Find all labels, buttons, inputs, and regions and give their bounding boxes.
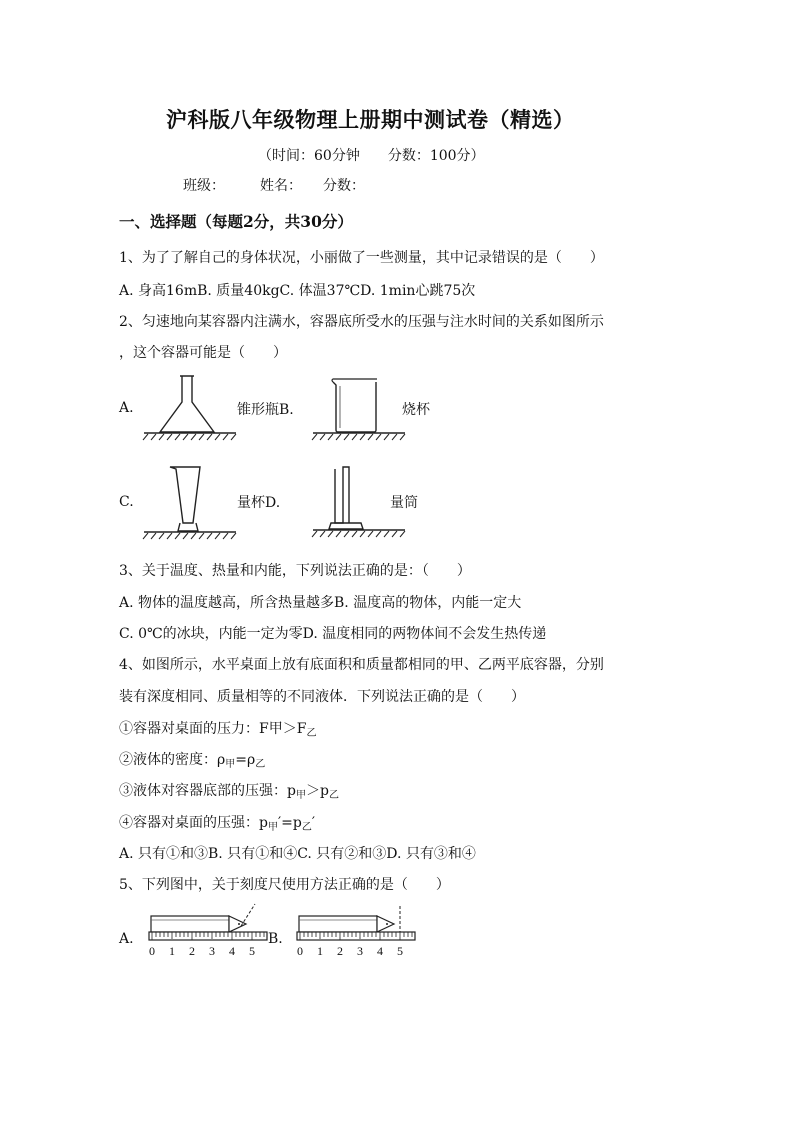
section-heading: 一、选择题（每题2分，共30分） (119, 212, 353, 231)
ruler-b-tick-2: 2 (337, 944, 343, 958)
ruler-a-tick-1: 1 (169, 944, 175, 958)
question-1-options: A. 身高16mB. 质量40kgC. 体温37℃D. 1min心跳75次 (119, 283, 476, 299)
ruler-figure-a (148, 904, 273, 964)
q4-statement-2-mid: =ρ (235, 752, 256, 768)
ruler-a-tick-0: 0 (149, 944, 155, 958)
q2-option-a-name: 锥形瓶B. (237, 402, 294, 418)
question-2-stem-line2: ，这个容器可能是（ ） (119, 345, 287, 361)
ruler-b-tick-5: 5 (397, 944, 403, 958)
question-4-options: A. 只有①和③B. 只有①和④C. 只有②和③D. 只有③和④ (119, 846, 476, 862)
q4-statement-3-mid: ＞p (305, 783, 329, 799)
student-info-line: 班级： 姓名： 分数： (183, 178, 365, 194)
q4-statement-4-sub-a: 甲 (267, 822, 278, 833)
question-2-stem-line1: 2、匀速地向某容器内注满水，容器底所受水的压强与注水时间的关系如图所示 (119, 314, 604, 330)
question-5-stem: 5、下列图中，关于刻度尺使用方法正确的是（ ） (119, 877, 450, 893)
question-3-stem: 3、关于温度、热量和内能，下列说法正确的是：（ ） (119, 563, 471, 579)
beaker-figure (311, 372, 411, 442)
ruler-b-tick-1: 1 (317, 944, 323, 958)
q2-option-c-letter: C. (119, 494, 134, 510)
q4-statement-4-mid: ′=p (277, 815, 302, 831)
measuring-cup-figure (142, 463, 242, 543)
q4-statement-3-sub-b: 乙 (328, 790, 339, 801)
q4-statement-4-text: ④容器对桌面的压强：p (119, 815, 268, 831)
question-4-stem-line2: 装有深度相同、质量相等的不同液体．下列说法正确的是（ ） (119, 689, 525, 705)
q4-statement-2-sub-b: 乙 (255, 759, 266, 770)
question-3-options-line2: C. 0℃的冰块，内能一定为零D. 温度相同的两物体间不会发生热传递 (119, 626, 547, 642)
q4-statement-1-text: ①容器对桌面的压力：F甲＞F (119, 721, 307, 737)
q5-option-a-letter: A. (119, 931, 134, 947)
question-4-stem-line1: 4、如图所示，水平桌面上放有底面积和质量都相同的甲、乙两平底容器，分别 (119, 657, 604, 673)
ruler-b-tick-0: 0 (297, 944, 303, 958)
q4-statement-4-sub-b: 乙 (301, 822, 312, 833)
question-1-stem: 1、为了了解自己的身体状况，小丽做了一些测量，其中记录错误的是（ ） (119, 250, 604, 266)
q4-statement-3-text: ③液体对容器底部的压强：p (119, 783, 296, 799)
q4-statement-1-sub: 乙 (306, 728, 317, 739)
time-score-info: （时间：60分钟 分数：100分） (258, 148, 485, 164)
q4-statement-3-sub-a: 甲 (295, 790, 306, 801)
ruler-a-tick-4: 4 (229, 944, 235, 958)
q2-option-b-name: 烧杯 (402, 402, 430, 418)
q2-option-d-name: 量筒 (390, 495, 418, 511)
q4-statement-4-suffix: ′ (311, 815, 316, 831)
q4-statement-2-sub-a: 甲 (225, 759, 236, 770)
ruler-a-tick-3: 3 (209, 944, 215, 958)
ruler-b-tick-4: 4 (377, 944, 383, 958)
ruler-figure-b (296, 904, 421, 964)
q4-statement-2 (119, 749, 265, 770)
q4-statement-1 (119, 718, 316, 739)
conical-flask-figure (142, 372, 242, 442)
q5-option-b-letter: B. (268, 931, 283, 947)
question-3-options-line1: A. 物体的温度越高，所含热量越多B. 温度高的物体，内能一定大 (119, 595, 522, 611)
ruler-a-tick-5: 5 (249, 944, 255, 958)
q4-statement-2-text: ②液体的密度：ρ (119, 752, 226, 768)
ruler-b-tick-3: 3 (357, 944, 363, 958)
page-title: 沪科版八年级物理上册期中测试卷（精选） (166, 107, 575, 132)
ruler-a-tick-2: 2 (189, 944, 195, 958)
q2-option-c-name: 量杯D. (237, 495, 281, 511)
q2-option-a-letter: A. (119, 400, 134, 416)
q4-statement-3 (119, 780, 339, 801)
q4-statement-4 (119, 812, 315, 833)
graduated-cylinder-figure (311, 463, 411, 543)
